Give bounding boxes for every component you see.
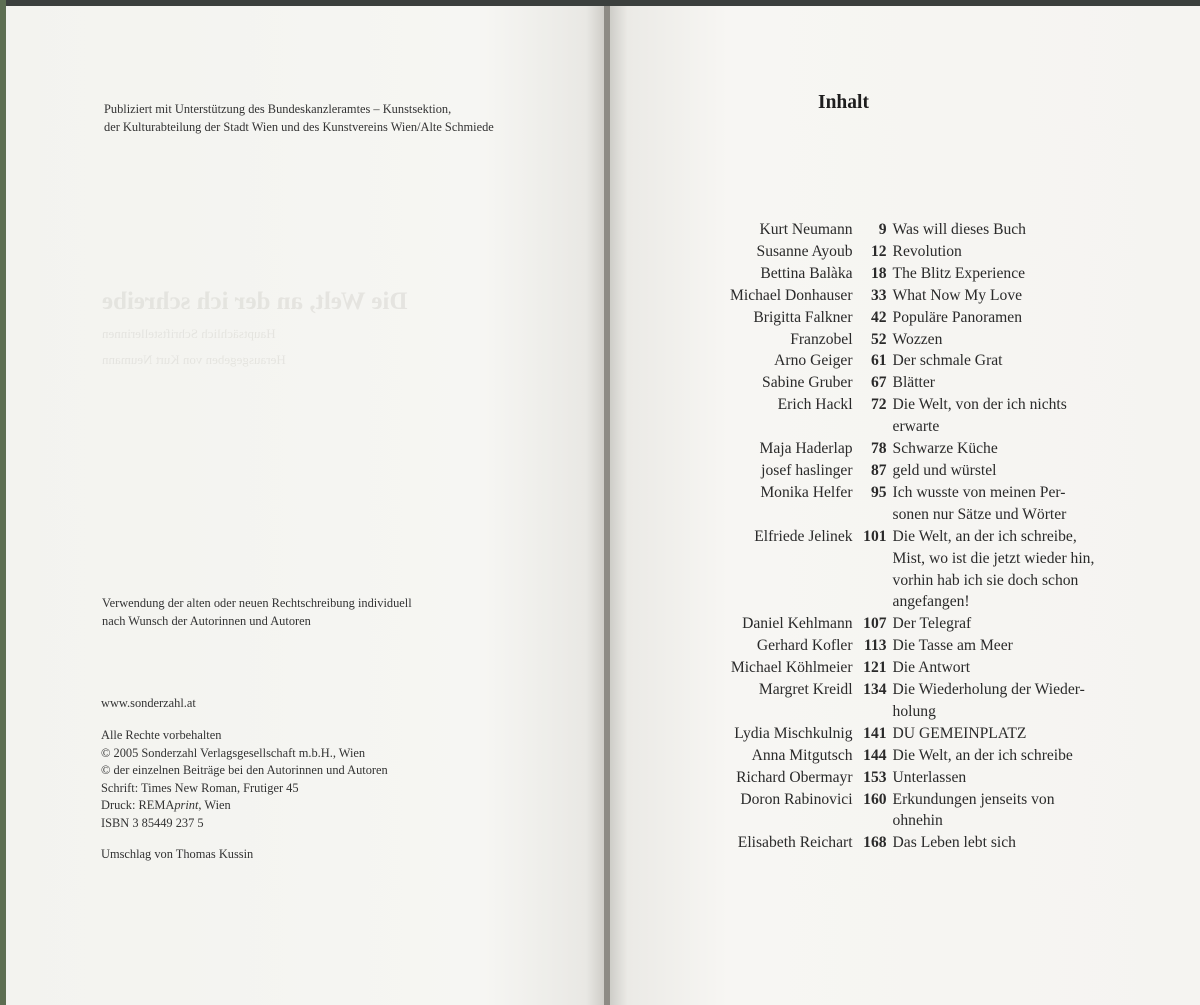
- toc-title-line: Revolution: [892, 242, 962, 260]
- toc-author: Richard Obermayr: [736, 768, 853, 786]
- toc-author: Gerhard Kofler: [756, 637, 853, 655]
- toc-page-number: 12: [870, 242, 887, 260]
- toc-title-line: Was will dieses Buch: [892, 221, 1026, 238]
- toc-title-cell: [893, 657, 1111, 679]
- toc-page-number: 33: [870, 286, 887, 304]
- toc-page-number: 144: [863, 746, 887, 764]
- toc-page-number: 107: [863, 615, 887, 633]
- toc-entry: [730, 350, 1111, 372]
- toc-title-line: vorhin hab ich sie doch schon: [892, 571, 1079, 589]
- copyright-block: [101, 727, 388, 832]
- toc-title-cell: [893, 394, 1111, 438]
- website: [101, 695, 196, 713]
- toc-title-line: geld und würstel: [892, 461, 997, 479]
- toc-author: Sabine Gruber: [762, 374, 853, 392]
- toc-entry: [730, 679, 1111, 723]
- toc-author: Daniel Kehlmann: [742, 615, 853, 633]
- toc-entry: [730, 657, 1111, 679]
- imprint-page: [6, 6, 604, 1005]
- toc-page-number: 95: [870, 483, 887, 501]
- toc-page-number: 42: [870, 308, 887, 326]
- toc-author: Michael Köhlmeier: [730, 659, 853, 677]
- toc-title-cell: [893, 745, 1111, 767]
- toc-title-line: holung: [892, 702, 936, 720]
- toc-entry: [730, 460, 1111, 482]
- toc-title-line: erwarte: [892, 418, 940, 436]
- toc-entry: [730, 745, 1111, 767]
- toc-title-line: The Blitz Experience: [892, 264, 1026, 282]
- toc-entry: [730, 263, 1111, 285]
- toc-title-cell: [893, 723, 1111, 745]
- toc-entry: [730, 767, 1111, 789]
- toc-title-cell: [893, 350, 1111, 372]
- toc-entry: [730, 241, 1111, 263]
- toc-title-cell: [893, 832, 1111, 854]
- bleed-subtitle-2: Herausgegeben von Kurt Neumann: [102, 352, 286, 367]
- toc-author: Elisabeth Reichart: [737, 834, 853, 852]
- toc-author: Anna Mitgutsch: [751, 746, 853, 764]
- toc-title-line: Der schmale Grat: [892, 352, 1003, 370]
- toc-author: Monika Helfer: [760, 483, 853, 501]
- toc-title-line: What Now My Love: [892, 286, 1023, 304]
- toc-entry: [730, 526, 1111, 614]
- toc-entry: [730, 285, 1111, 307]
- toc-page-number: 61: [870, 352, 887, 370]
- spelling-line: nach Wunsch der Autorinnen und Autoren: [102, 613, 311, 628]
- font-note: Schrift: Times New Roman, Frutiger 45: [101, 780, 299, 795]
- toc-page-number: 9: [878, 221, 887, 238]
- toc-author: Maja Haderlap: [759, 440, 853, 458]
- toc-title-line: sonen nur Sätze und Wörter: [892, 505, 1067, 523]
- toc-author: Arno Geiger: [774, 352, 853, 370]
- toc-title-line: Mist, wo ist die jetzt wieder hin,: [892, 549, 1095, 567]
- toc-author: Michael Donhauser: [730, 286, 853, 304]
- toc-title-line: Populäre Panoramen: [892, 308, 1023, 326]
- toc-title-cell: [893, 372, 1111, 394]
- toc-title-line: Die Welt, von der ich nichts: [892, 396, 1067, 414]
- toc-page-number: 52: [870, 330, 887, 348]
- toc-author: Franzobel: [790, 330, 853, 348]
- spelling-line: Verwendung der alten oder neuen Rechtschreibung individuell: [102, 596, 412, 610]
- toc-page-number: 141: [863, 724, 887, 742]
- toc-page-number: 160: [863, 790, 887, 808]
- toc-title-cell: [893, 613, 1111, 635]
- support-line: Publiziert mit Unterstützung des Bundeskanzleramtes – Kunstsektion,: [104, 102, 452, 116]
- toc-title-cell: [893, 329, 1111, 351]
- toc-title-line: Ich wusste von meinen Per-: [892, 483, 1066, 501]
- toc-title-cell: [893, 241, 1111, 263]
- toc-title-cell: [893, 285, 1111, 307]
- toc-entry: [730, 307, 1111, 329]
- print-line: Druck: REMAprint, Wien: [101, 798, 231, 812]
- toc-author: Elfriede Jelinek: [754, 527, 853, 545]
- toc-entry: [730, 394, 1111, 438]
- toc-title-line: Schwarze Küche: [892, 440, 998, 458]
- toc-title-cell: [893, 526, 1111, 614]
- toc-title-line: Die Antwort: [892, 659, 971, 677]
- toc-entry: [730, 723, 1111, 745]
- toc-title-line: ohnehin: [892, 812, 943, 830]
- toc-page-number: 101: [863, 527, 887, 545]
- toc-title-cell: [893, 789, 1111, 833]
- toc-page-number: 168: [863, 834, 887, 852]
- toc-entry: [730, 789, 1111, 833]
- toc-author: Erich Hackl: [777, 396, 853, 414]
- toc-title-line: Die Welt, an der ich schreibe: [892, 746, 1073, 764]
- toc-author: Brigitta Falkner: [753, 308, 853, 326]
- bleed-through-text: [102, 288, 408, 368]
- toc-entry: [730, 635, 1111, 657]
- toc-entry: [730, 372, 1111, 394]
- cover-credit-line: Umschlag von Thomas Kussin: [101, 847, 254, 861]
- toc-author: Kurt Neumann: [759, 221, 853, 238]
- toc-title-line: Blätter: [892, 374, 935, 392]
- rights-line: Alle Rechte vorbehalten: [101, 728, 222, 742]
- toc-title-cell: [893, 307, 1111, 329]
- toc-entry: [730, 613, 1111, 635]
- toc-author: Margret Kreidl: [758, 681, 853, 699]
- toc-entry: [730, 832, 1111, 854]
- toc-title-line: Der Telegraf: [892, 615, 972, 633]
- support-notice: [104, 101, 494, 136]
- toc-author: Susanne Ayoub: [756, 242, 853, 260]
- toc-page-number: 113: [864, 637, 887, 655]
- toc-title-cell: [893, 635, 1111, 657]
- bleed-title: Die Welt, an der ich schreibe: [102, 288, 408, 315]
- toc-entry: [730, 219, 1111, 241]
- toc-title: Inhalt: [818, 92, 869, 113]
- toc-title-line: DU GEMEINPLATZ: [892, 724, 1027, 742]
- toc-title-cell: [893, 767, 1111, 789]
- toc-title-line: Die Wiederholung der Wieder-: [892, 681, 1085, 699]
- toc-page-number: 87: [870, 461, 887, 479]
- toc-title-cell: [893, 219, 1111, 241]
- toc-author: Doron Rabinovici: [740, 790, 853, 808]
- copyright-authors: © der einzelnen Beiträge bei den Autorinnen und Autoren: [101, 763, 388, 777]
- toc-title-cell: [893, 263, 1111, 285]
- toc-page-number: 67: [870, 374, 887, 392]
- toc-title-cell: [893, 679, 1111, 723]
- isbn: ISBN 3 85449 237 5: [101, 815, 204, 830]
- toc-author: Bettina Balàka: [760, 264, 853, 282]
- toc-page-number: 72: [870, 396, 887, 414]
- toc-page: [610, 6, 1200, 1005]
- toc-page-number: 78: [870, 440, 887, 458]
- toc-title-line: Wozzen: [892, 330, 943, 348]
- toc-title-cell: [893, 460, 1111, 482]
- toc-page-number: 134: [863, 681, 887, 699]
- toc-title-line: Die Tasse am Meer: [892, 637, 1013, 655]
- website-url: www.sonderzahl.at: [101, 696, 196, 710]
- toc-entry: [730, 482, 1111, 526]
- bleed-subtitle-1: Hauptsächlich Schriftstellerinnen: [102, 326, 276, 341]
- support-line: der Kulturabteilung der Stadt Wien und des Kunstvereins Wien/Alte Schmiede: [104, 119, 494, 134]
- toc-author: Lydia Mischkulnig: [734, 724, 853, 742]
- toc-table: [730, 219, 1111, 854]
- cover-credit: [101, 846, 253, 864]
- toc-page-number: 18: [870, 264, 887, 282]
- toc-title-line: angefangen!: [892, 593, 970, 611]
- toc-author: josef haslinger: [761, 461, 853, 479]
- toc-title-line: Die Welt, an der ich schreibe,: [892, 527, 1077, 545]
- toc-title-cell: [893, 438, 1111, 460]
- toc-page-number: 121: [863, 659, 887, 677]
- toc-page-number: 153: [863, 768, 887, 786]
- spelling-notice: [102, 595, 412, 630]
- copyright-publisher: © 2005 Sonderzahl Verlagsgesellschaft m.b.H., Wien: [101, 745, 366, 760]
- toc-title-line: Das Leben lebt sich: [892, 834, 1016, 852]
- toc-entry: [730, 329, 1111, 351]
- toc-title-cell: [893, 482, 1111, 526]
- toc-title-line: Erkundungen jenseits von: [892, 790, 1055, 808]
- toc-title-line: Unterlassen: [892, 768, 967, 786]
- toc-entry: [730, 438, 1111, 460]
